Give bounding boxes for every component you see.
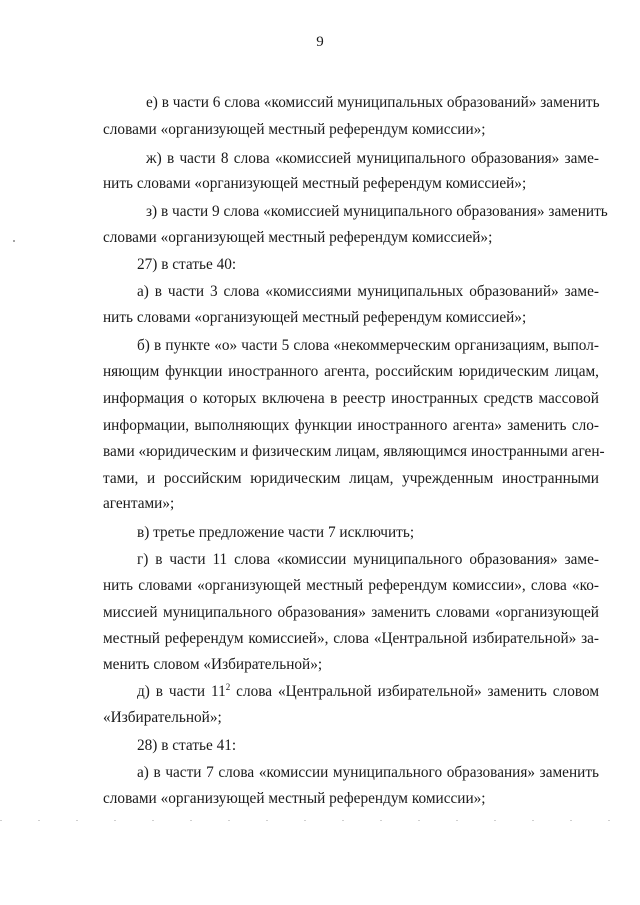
text-line: 28) в статье 41:: [137, 737, 237, 754]
text-line: нить словами «организующей местный референдум комиссии», слова «ко-: [103, 577, 599, 594]
scan-edge-artifact: [0, 820, 640, 821]
text-line: словами «организующей местный референдум комиссии»;: [103, 121, 486, 138]
text-line: менить словом «Избирательной»;: [103, 656, 323, 673]
scan-speck: [13, 240, 15, 242]
text-line: тами, и российским юридическим лицам, учрежденным иностранными: [103, 470, 599, 487]
text-line: ж) в части 8 слова «комиссией муниципального образования» заме-: [146, 150, 599, 167]
text-line: миссией муниципального образования» заменить словами «организующей: [103, 604, 599, 621]
text-line: б) в пункте «о» части 5 слова «некоммерческим организациям, выпол-: [137, 337, 599, 354]
text-line: а) в части 3 слова «комиссиями муниципальных образований» заме-: [137, 283, 599, 300]
text-line: д) в части $11^2$ слова «Центральной избирательной» заменить словом: [137, 682, 599, 700]
text-line: «Избирательной»;: [103, 709, 222, 726]
text-line: словами «организующей местный референдум комиссией»;: [103, 229, 493, 246]
text-line: 27) в статье 40:: [137, 256, 237, 273]
text-line: местный референдум комиссией», слова «Центральной избирательной» за-: [103, 630, 599, 647]
text-line: агентами»;: [103, 495, 175, 512]
text-line: з) в части 9 слова «комиссией муниципального образования» заменить: [146, 203, 608, 220]
page-number: 9: [316, 34, 324, 50]
text-line: нить словами «организующей местный референдум комиссией»;: [103, 175, 527, 192]
text-line: е) в части 6 слова «комиссий муниципальных образований» заменить: [146, 94, 600, 111]
text-line: словами «организующей местный референдум комиссии»;: [103, 790, 486, 807]
text-line: а) в части 7 слова «комиссии муниципального образования» заменить: [137, 764, 599, 781]
text-line: г) в части 11 слова «комиссии муниципального образования» заме-: [137, 551, 599, 568]
text-line: в) третье предложение части 7 исключить;: [137, 524, 415, 541]
text-line: няющим функции иностранного агента, российским юридическим лицам,: [103, 363, 599, 380]
text-line: вами «юридическим и физическим лицам, являющимся иностранными аген-: [103, 443, 605, 460]
text-line: информация о которых включена в реестр иностранных средств массовой: [103, 390, 599, 407]
text-line: информации, выполняющих функции иностранного агента» заменить сло-: [103, 417, 599, 434]
text-line: нить словами «организующей местный референдум комиссией»;: [103, 309, 527, 326]
